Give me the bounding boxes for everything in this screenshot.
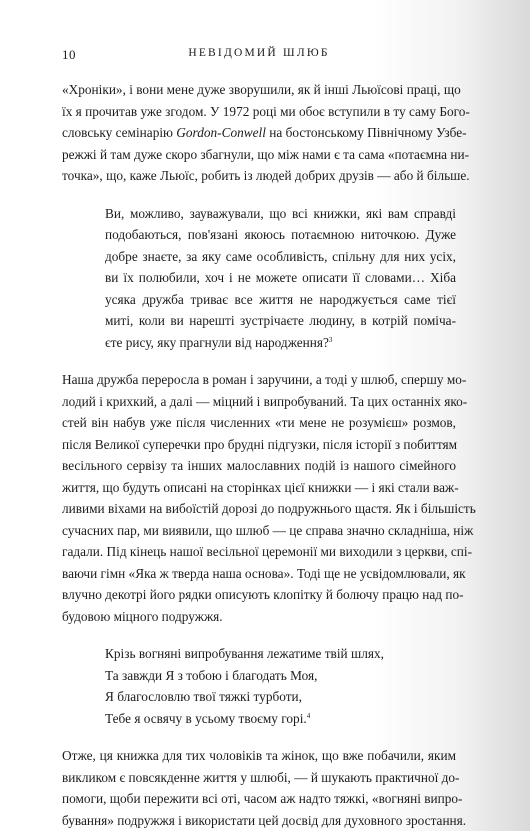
quote-line: усяка дружба триває все життя не народжується саме тієї <box>105 289 456 311</box>
seminary-name-italic: Gordon-Conwell <box>176 125 266 140</box>
text-line: після Великої суперечки про брудні підгузки, після історії з побиттям <box>62 434 456 456</box>
text-line: ваючи гімн «Яка ж тверда наша основа». Тоді ще не усвідомлювали, як <box>62 563 456 585</box>
text-line: Наша дружба переросла в роман і заручини, а тоді у шлюб, спершу мо- <box>62 369 456 391</box>
text-line: помоги, щоби пережити всі оті, часом аж надто тяжкі, «вогняні випро- <box>62 788 456 810</box>
quote-line: подобаються, пов'язані якоюсь потаємною ниточкою. Дуже <box>105 224 456 246</box>
footnote-ref: 4 <box>307 712 311 720</box>
text-line: лодий і крихкий, а далі — міцний і випробуваний. Та цих останніх яко- <box>62 391 456 413</box>
text-line: точка», що, каже Льюїс, робить із людей добрих друзів — або й більше. <box>62 165 456 187</box>
running-title: НЕВІДОМИЙ ШЛЮБ <box>62 47 456 59</box>
hymn-line: Крізь вогняні випробування лежатиме твій шлях, <box>105 643 456 665</box>
text-line: бування» подружжя і використати цей досвід для духовного зростання. <box>62 810 456 831</box>
paragraph-2 <box>62 369 456 627</box>
quote-line: Ви, можливо, зауважували, що всі книжки, які вам справді <box>105 203 456 225</box>
quote-line <box>105 332 456 354</box>
text-run: на бостонському Північному Узбе- <box>266 125 467 140</box>
text-line: життя, що будуть описані на сторінках цієї книжки — і які стали важ- <box>62 477 456 499</box>
text-line: Отже, ця книжка для тих чоловіків та жінок, що вже побачили, яким <box>62 745 456 767</box>
running-header <box>62 47 456 63</box>
text-line: весільного сервізу та інших малославних подій із нашого сімейного <box>62 455 456 477</box>
text-line: їх я прочитав уже згодом. У 1972 році ми обоє вступили в ту саму Бого- <box>62 101 456 123</box>
page-number: 10 <box>62 47 76 63</box>
text-run: словську семінарію <box>62 125 176 140</box>
quote-line: добре знаєте, за яку саме особливість, спільну для них усіх, <box>105 246 456 268</box>
paragraph-3 <box>62 745 456 831</box>
text-line: влучно декотрі його рядки описують клопітку й болючу працю над по- <box>62 584 456 606</box>
hymn-line <box>105 708 456 730</box>
text-run: єте рису, яку прагнули від народження? <box>105 335 329 350</box>
hymn-line: Я благословлю твої тяжкі турботи, <box>105 686 456 708</box>
quote-line: ви їх полюбили, хоч і не можете описати її словами… Хіба <box>105 267 456 289</box>
text-line: ливими віхами на вибоїстій дорозі до подружнього щастя. Як і більшість <box>62 498 456 520</box>
text-line: гадали. Під кінець нашої весільної церемонії ми виходили з церкви, спі- <box>62 541 456 563</box>
block-quote <box>62 203 456 354</box>
text-line: будовою міцного подружжя. <box>62 606 456 628</box>
paragraph-1 <box>62 79 456 187</box>
hymn-line: Та завжди Я з тобою і благодать Моя, <box>105 665 456 687</box>
text-line: стей він набув уже після численних «ти мене не розумієш» розмов, <box>62 412 456 434</box>
text-line: викликом є повсякденне життя у шлюбі, — й шукають практичної до- <box>62 767 456 789</box>
text-line <box>62 122 456 144</box>
page-body <box>62 79 456 831</box>
text-run: Тебе я освячу в усьому твоєму горі. <box>105 711 307 726</box>
text-line: режжі й там дуже скоро збагнули, що між нами є та сама «потаємна ни- <box>62 144 456 166</box>
text-line: сучасних пар, ми виявили, що шлюб — це справа значно складніша, ніж <box>62 520 456 542</box>
hymn-quote <box>62 643 456 729</box>
quote-line: миті, коли ви нарешті зустрічаєте людину, в котрій поміча- <box>105 310 456 332</box>
text-line: «Хроніки», і вони мене дуже зворушили, як й інші Льюїсові праці, що <box>62 79 456 101</box>
footnote-ref: 3 <box>329 336 333 344</box>
